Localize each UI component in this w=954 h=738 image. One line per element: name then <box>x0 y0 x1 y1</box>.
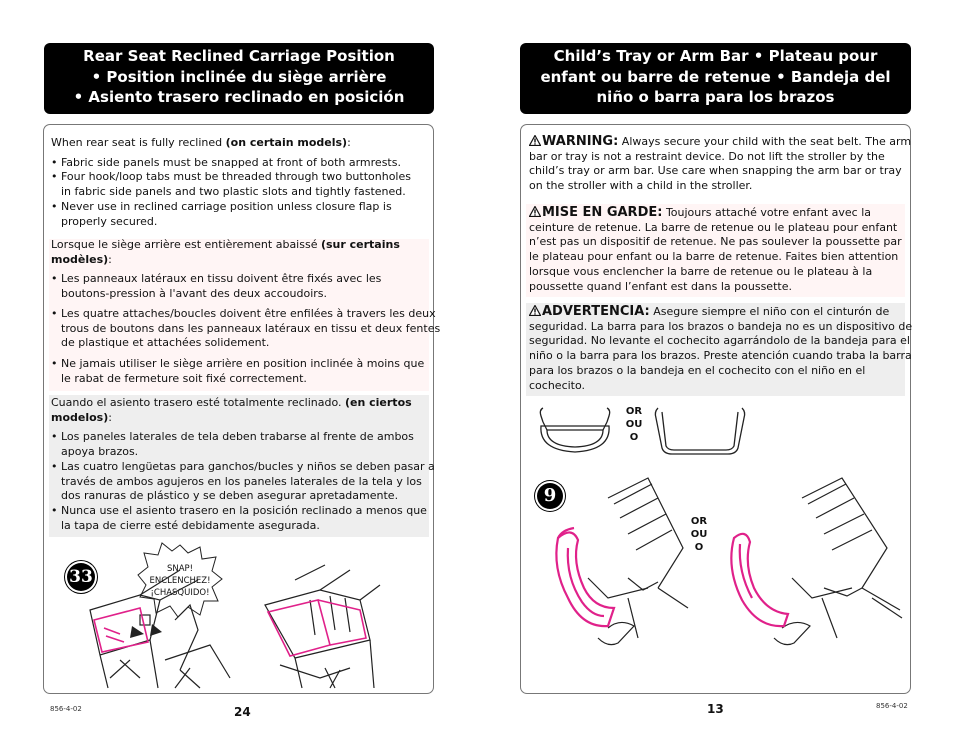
advertencia-line-2: seguridad. La barra para los brazos o bandeja no es un dispositivo de <box>529 319 913 333</box>
tray-attach-illustration <box>548 478 688 654</box>
spanish-bullet-2: • Las cuatro lengüetas para ganchos/bucles y niños se deben pasar a <box>51 459 435 473</box>
arm-bar-attach-illustration <box>712 478 902 654</box>
mise-en-garde-line-3: n’est pas un dispositif de retenue. Ne pas soulever la poussette par <box>529 235 902 249</box>
mise-en-garde-block <box>529 206 902 294</box>
snap-label: SNAP! ENCLENCHEZ! ¡CHASQUIDO! <box>149 564 211 598</box>
right-page-title <box>520 43 911 114</box>
french-intro: Lorsque le siège arrière est entièrement abaissé (sur certains <box>51 238 400 251</box>
french-bullet-3: • Ne jamais utiliser le siège arrière en position inclinée à moins que <box>51 356 425 370</box>
spanish-intro-cont: modelos): <box>51 410 112 424</box>
advertencia-line-4: niño o la barra para los brazos. Preste atención cuando traba la barra <box>529 349 912 363</box>
english-intro: When rear seat is fully reclined (on certain models): <box>51 136 351 149</box>
right-doc-code: 856-4-02 <box>876 702 908 710</box>
tray-illustration <box>535 404 615 460</box>
spanish-bullet-2-cont2: dos ranuras de plástico y se deben asegurar apretadamente. <box>61 489 399 503</box>
left-title-line-3: • Asiento trasero reclinado en posición <box>73 88 405 106</box>
french-bullet-2: • Les quatre attaches/boucles doivent être enfilées à travers les deux <box>51 306 436 320</box>
right-title-line-2: enfant ou barre de retenue • Bandeja del <box>540 67 891 86</box>
spanish-bullet-2-cont: través de ambos agujeros en los paneles laterales de la tela y los <box>61 474 422 488</box>
french-bullet-2-cont: trous de boutons dans les panneaux latéraux en tissu et deux fentes <box>61 321 441 335</box>
mise-en-garde-line-5: lorsque vous enclencher la barre de retenue ou le plateau à la <box>529 264 873 278</box>
spanish-bullet-1-cont: apoya brazos. <box>61 445 139 459</box>
french-intro-cont: modèles): <box>51 252 112 266</box>
advertencia-line-3: seguridad. No levante el cochecito agarrándolo de la bandeja para el <box>529 334 910 348</box>
spanish-bullet-3-cont: la tapa de cierre esté debidamente asegurada. <box>61 518 320 532</box>
mise-en-garde-line-4: le plateau pour enfant ou la barre de retenue. Faites bien attention <box>529 250 899 264</box>
right-title-line-1: Child’s Tray or Arm Bar • Plateau pour <box>553 47 878 65</box>
warning-line-3: child’s tray or arm bar. Use care when snapping the arm bar or tray <box>529 164 902 178</box>
spanish-intro: Cuando el asiento trasero esté totalmente reclinado. (en ciertos <box>51 396 412 409</box>
left-page-number: 24 <box>234 705 251 719</box>
left-title-line-1: Rear Seat Reclined Carriage Position <box>83 47 395 65</box>
french-instructions <box>51 238 440 386</box>
arm-bar-illustration <box>650 404 750 460</box>
warning-block <box>529 135 911 194</box>
left-page-title <box>44 43 434 114</box>
french-bullet-1-cont: boutons-pression à l'avant des deux accoudoirs. <box>61 287 327 301</box>
english-bullet-3: • Never use in reclined carriage position unless closure flap is <box>51 199 392 213</box>
warning-triangle-icon <box>529 135 541 146</box>
mise-en-garde-line-1: MISE EN GARDE: Toujours attaché votre enfant avec la <box>529 206 902 221</box>
right-title-line-3: niño o barra para los brazos <box>596 88 835 106</box>
figure-33-badge: 33 <box>67 563 95 591</box>
or-label-figure: OR OU O <box>690 516 708 553</box>
or-label-top: OR OU O <box>625 406 643 443</box>
left-title-line-2: • Position inclinée du siège arrière <box>91 67 387 86</box>
warning-line-2: bar or tray is not a restraint device. Do not lift the stroller by the <box>529 149 885 163</box>
advertencia-line-5: para los brazos o la bandeja en el cochecito con el niño en el <box>529 363 866 377</box>
figure-9-badge: 9 <box>537 483 563 509</box>
french-bullet-3-cont: le rabat de fermeture soit fixé correctement. <box>61 371 307 385</box>
warning-line-4: on the stroller with a child in the stroller. <box>529 179 753 193</box>
advertencia-block <box>529 305 912 393</box>
left-doc-code: 856-4-02 <box>50 705 82 713</box>
mise-en-garde-line-2: ceinture de retenue. La barre de retenue ou le plateau pour enfant <box>529 220 898 234</box>
english-bullet-3-cont: properly secured. <box>61 214 158 228</box>
mise-en-garde-triangle-icon <box>529 206 541 217</box>
right-page-number: 13 <box>707 702 724 716</box>
french-bullet-2-cont2: de plastique et attachées solidement. <box>61 336 270 350</box>
english-instructions <box>51 136 411 229</box>
english-bullet-1: • Fabric side panels must be snapped at front of both armrests. <box>51 155 401 169</box>
mise-en-garde-line-6: poussette quand l’enfant est dans la poussette. <box>529 279 792 293</box>
reclined-seat-illustration <box>80 560 380 688</box>
english-bullet-2: • Four hook/loop tabs must be threaded through two buttonholes <box>51 170 411 184</box>
warning-line-1: WARNING: Always secure your child with the seat belt. The arm <box>529 135 911 150</box>
advertencia-triangle-icon <box>529 305 541 316</box>
spanish-bullet-3: • Nunca use el asiento trasero en la posición reclinado a menos que <box>51 503 427 517</box>
spanish-instructions <box>51 396 435 533</box>
english-bullet-2-cont: in fabric side panels and two plastic slots and tightly fastened. <box>61 185 406 199</box>
spanish-bullet-1: • Los paneles laterales de tela deben trabarse al frente de ambos <box>51 430 414 444</box>
advertencia-line-6: cochecito. <box>529 378 586 392</box>
french-bullet-1: • Les panneaux latéraux en tissu doivent être fixés avec les <box>51 272 382 286</box>
advertencia-line-1: ADVERTENCIA: Asegure siempre el niño con el cinturón de <box>529 305 912 320</box>
